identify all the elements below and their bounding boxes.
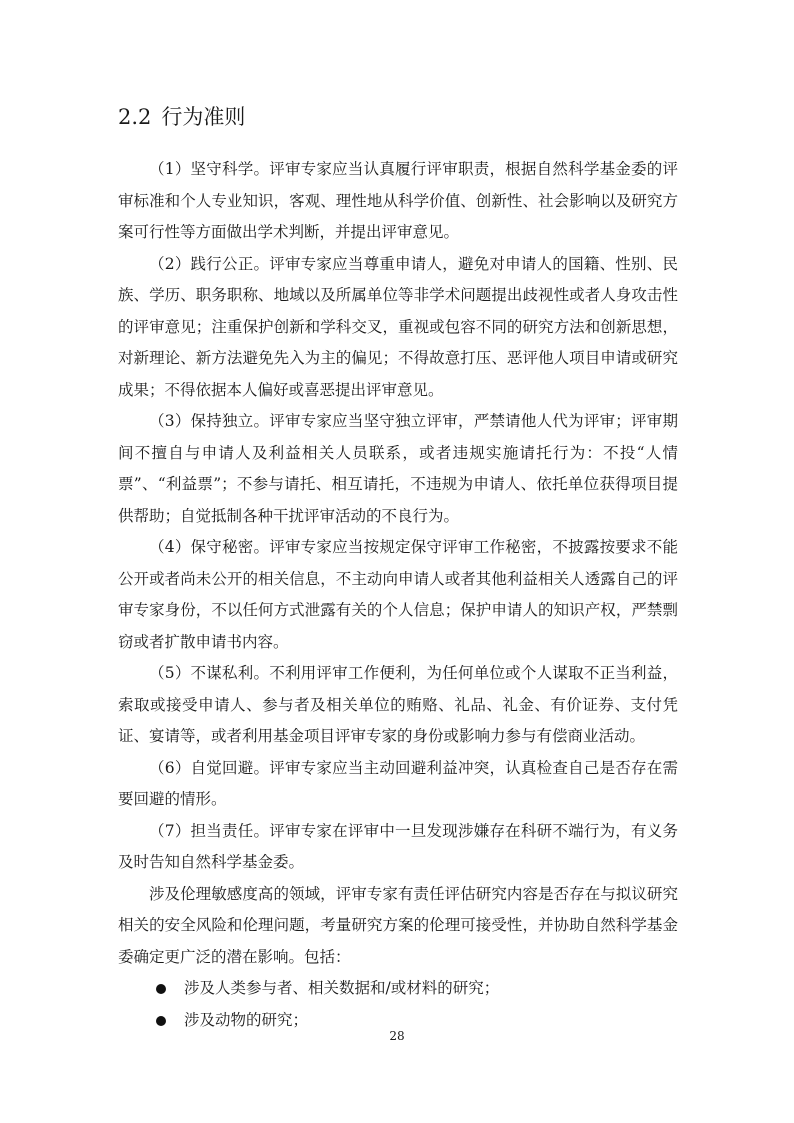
body-text: [118, 154, 678, 1036]
section-number: 2.2: [118, 105, 152, 129]
bullet-icon: [156, 984, 166, 994]
section-heading: [118, 102, 245, 132]
paragraph-keep-confidential: （4）保守秘密。评审专家应当按规定保守评审工作秘密，不披露按要求不能公开或者尚未公开的相关信息，不主动向申请人或者其他利益相关人透露自己的评审专家身份，不以任何方式泄露有关的个人信息；保护申请人的知识产权，严禁剽窃或者扩散申请书内容。: [118, 538, 678, 651]
bullet-list: [118, 973, 678, 1036]
paragraph-take-responsibility: （7）担当责任。评审专家在评审中一旦发现涉嫌存在科研不端行为，有义务及时告知自然科学基金委。: [118, 821, 678, 871]
bullet-text: 涉及动物的研究；: [184, 1010, 309, 1029]
bullet-text: 涉及人类参与者、相关数据和/或材料的研究；: [184, 979, 500, 997]
paragraph-self-recusal: （6）自觉回避。评审专家应当主动回避利益冲突，认真检查自己是否存在需要回避的情形。: [118, 758, 678, 808]
paragraph-adhere-to-science: （1）坚守科学。评审专家应当认真履行评审职责，根据自然科学基金委的评审标准和个人专业知识，客观、理性地从科学价值、创新性、社会影响以及研究方案可行性等方面做出学术判断，并提出评审意见。: [118, 160, 678, 241]
page-number: 28: [389, 1029, 405, 1043]
paragraph-ethics-sensitive-fields: 涉及伦理敏感度高的领域，评审专家有责任评估研究内容是否存在与拟议研究相关的安全风险和伦理问题，考量研究方案的伦理可接受性，并协助自然科学基金委确定更广泛的潜在影响。包括：: [118, 884, 678, 966]
bullet-icon: [156, 1016, 166, 1026]
list-item: [118, 973, 678, 1005]
paragraph-no-private-gain: （5）不谋私利。不利用评审工作便利，为任何单位或个人谋取不正当利益，索取或接受申请人、参与者及相关单位的贿赂、礼品、礼金、有价证券、支付凭证、宴请等，或者利用基金项目评审专家的身份或影响力参与有偿商业活动。: [118, 664, 678, 745]
section-title: 行为准则: [161, 105, 246, 129]
paragraph-practice-fairness: （2）践行公正。评审专家应当尊重申请人，避免对申请人的国籍、性别、民族、学历、职务职称、地域以及所属单位等非学术问题提出歧视性或者人身攻击性的评审意见；注重保护创新和学科交叉，重视或包容不同的研究方法和创新思想，对新理论、新方法避免先入为主的偏见；不得故意打压、恶评他人项目申请或研究成果；不得依据本人偏好或喜恶提出评审意见。: [118, 254, 678, 399]
paragraph-maintain-independence: （3）保持独立。评审专家应当坚守独立评审，严禁请他人代为评审；评审期间不擅自与申请人及利益相关人员联系，或者违规实施请托行为：不投“人情票”、“利益票”；不参与请托、相互请托，不违规为申请人、依托单位获得项目提供帮助；自觉抵制各种干扰评审活动的不良行为。: [118, 412, 678, 525]
